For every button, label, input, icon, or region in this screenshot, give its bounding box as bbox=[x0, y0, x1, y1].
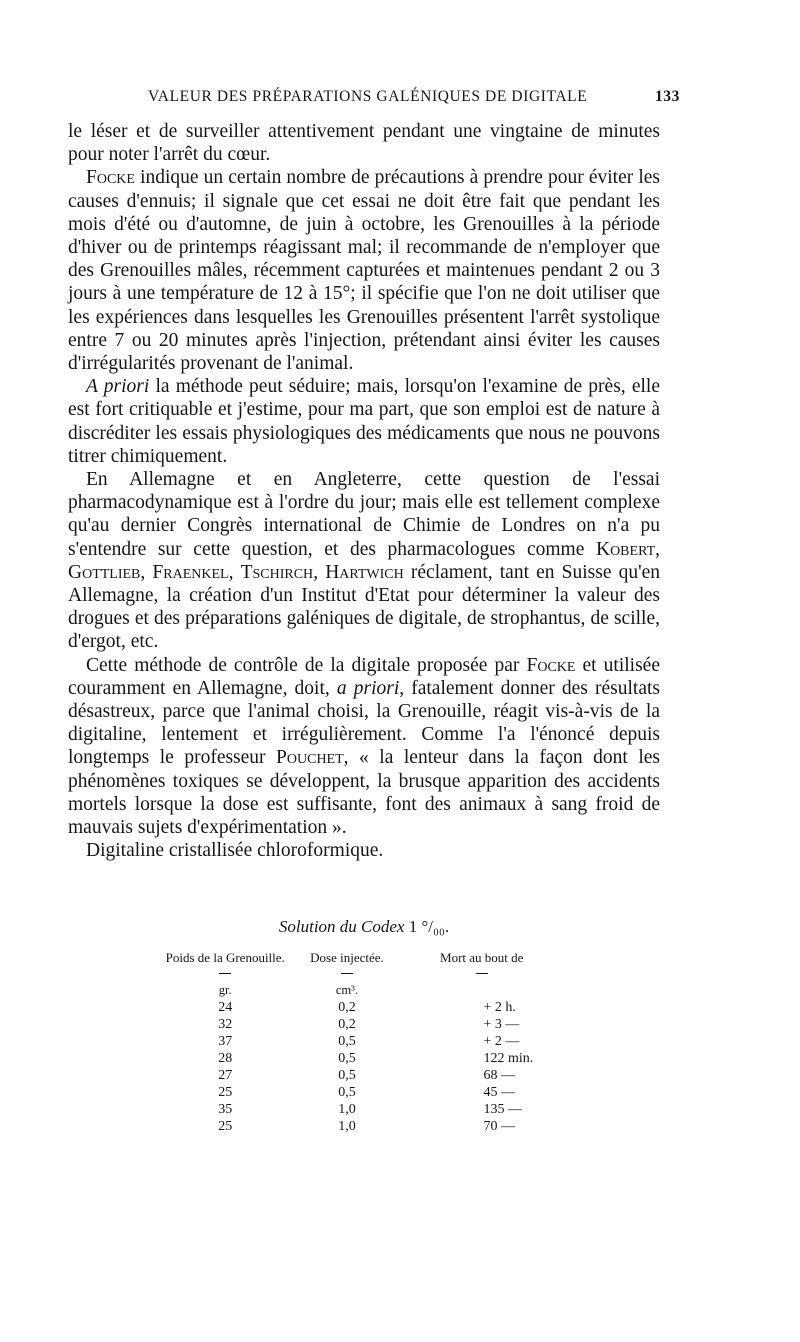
paragraph-5-text-b: et utilisée couramment en Allemagne, doit, bbox=[68, 654, 660, 699]
cell-death: 70 — bbox=[483, 1119, 515, 1134]
cell-death: + 3 — bbox=[483, 1017, 520, 1032]
cell-weight: 24 bbox=[218, 1000, 233, 1015]
cell-dose: 0,2 bbox=[338, 1017, 356, 1032]
separator: , bbox=[313, 561, 326, 583]
cell-dose: 0,5 bbox=[338, 1068, 356, 1083]
separator: , bbox=[228, 561, 241, 583]
cell-dose: 1,0 bbox=[338, 1102, 356, 1117]
unit-death bbox=[393, 982, 570, 999]
table-row bbox=[150, 1067, 570, 1084]
separator: , bbox=[655, 538, 660, 560]
author-name: Kobert bbox=[595, 538, 656, 560]
paragraph-4-text-a: En Allemagne et en Angleterre, cette question de l'essai pharmacodynamique est à l'ordre du jour; mais elle est tellement complexe qu'au dernier Congrès international de Chimie de Londres on n'a pu s'entendre sur cette question, et des pharmacologues comme bbox=[68, 469, 660, 560]
column-header-death: Mort au bout de bbox=[440, 950, 524, 965]
paragraph-6 bbox=[68, 839, 660, 862]
cell-weight: 35 bbox=[218, 1102, 233, 1117]
table-row bbox=[150, 1016, 570, 1033]
author-name: Tschirch bbox=[240, 561, 314, 583]
paragraph-5-text-a: Cette méthode de contrôle de la digitale proposée par bbox=[86, 654, 527, 676]
results-table bbox=[150, 950, 570, 1135]
author-name: Focke bbox=[86, 167, 135, 189]
paragraph-5 bbox=[68, 654, 660, 840]
running-header bbox=[68, 88, 680, 112]
paragraph-3 bbox=[68, 375, 660, 468]
cell-dose: 0,5 bbox=[338, 1034, 356, 1049]
cell-death: + 2 — bbox=[483, 1034, 520, 1049]
table-row bbox=[150, 1050, 570, 1067]
unit-weight: gr. bbox=[218, 983, 232, 997]
cell-death: 68 — bbox=[483, 1068, 515, 1083]
paragraph-2-text: indique un certain nombre de précautions à prendre pour éviter les causes d'ennuis; il signale que cet essai ne doit être fait que pendant les mois d'été ou d'automne, de juin à octobre, les Grenouilles à la période d'hiver ou de printemps réagissant mal; il recommande de n'employer que des Grenouilles mâles, récemment capturées et maintenues pendant 2 ou 3 jours à une température de 12 à 15°; il spécifie que l'on ne doit utiliser que les expériences dans lesquelles les Grenouilles présentent l'arrêt systolique entre 7 ou 20 minutes après l'injection, prétendant ainsi éviter les causes d'irrégularités provenant de l'animal. bbox=[68, 167, 660, 375]
body-text bbox=[68, 120, 660, 863]
separator: , bbox=[140, 561, 153, 583]
cell-dose: 0,5 bbox=[338, 1085, 356, 1100]
italic-phrase: a priori bbox=[336, 677, 400, 699]
author-name: Hartwich bbox=[325, 561, 404, 583]
author-name: Fraenkel bbox=[152, 561, 229, 583]
italic-phrase: A priori bbox=[86, 376, 150, 398]
author-name: Pouchet bbox=[276, 747, 344, 769]
paragraph-4 bbox=[68, 468, 660, 654]
paragraph-5-text-d: , « la lenteur dans la façon dont les phénomènes toxiques se développent, la brusque apparition des accidents mortels lorsque la dose est suffisante, font des animaux à sang froid de mauvais sujets d'expérimentation ». bbox=[68, 747, 660, 839]
header-rule-row bbox=[150, 965, 570, 982]
paragraph-3-text: la méthode peut séduire; mais, lorsqu'on l'examine de près, elle est fort critiquable et j'estime, pour ma part, que son emploi est de nature à discréditer les essais physiologiques des médicaments que nous ne pouvons titrer chimiquement. bbox=[68, 376, 660, 467]
table-row bbox=[150, 1118, 570, 1135]
header-rule bbox=[300, 965, 393, 982]
cell-dose: 0,5 bbox=[338, 1051, 356, 1066]
header-rule bbox=[393, 965, 570, 982]
cell-weight: 25 bbox=[218, 1085, 233, 1100]
table-row bbox=[150, 1033, 570, 1050]
paragraph-4-text-b: réclament, tant en Suisse qu'en Allemagne, la création d'un Institut d'Etat pour déterminer la valeur des drogues et des préparations galéniques de digitale, de strophantus, de scille, d'ergot, etc. bbox=[68, 561, 661, 653]
caption-value: 1 °/₀₀. bbox=[408, 917, 450, 936]
paragraph-1 bbox=[68, 120, 660, 166]
paragraph-2 bbox=[68, 166, 660, 375]
cell-weight: 32 bbox=[218, 1017, 233, 1032]
table-header-row bbox=[150, 950, 570, 965]
cell-weight: 25 bbox=[218, 1119, 233, 1134]
paragraph-1-text: le léser et de surveiller attentivement pendant une vingtaine de minutes pour noter l'arrêt du cœur. bbox=[68, 121, 660, 166]
running-title: VALEUR DES PRÉPARATIONS GALÉNIQUES DE DIGITALE bbox=[148, 88, 588, 105]
cell-death: 135 — bbox=[483, 1102, 522, 1117]
table-row bbox=[150, 1084, 570, 1101]
caption-label: Solution du Codex bbox=[278, 917, 405, 936]
unit-dose: cm³. bbox=[335, 983, 359, 997]
page-number: 133 bbox=[654, 88, 680, 105]
cell-death: 45 — bbox=[483, 1085, 515, 1100]
cell-weight: 37 bbox=[218, 1034, 233, 1049]
paragraph-5-text-c: , fatalement donner des résultats désastreux, parce que l'animal choisi, la Grenouille, réagit vis-à-vis de la digitaline, lentement et irrégulièrement. Comme l'a l'énoncé depuis longtemps le professeur bbox=[68, 677, 660, 769]
cell-weight: 28 bbox=[218, 1051, 233, 1066]
table-row bbox=[150, 999, 570, 1016]
paragraph-6-text: Digitaline cristallisée chloroformique. bbox=[86, 840, 384, 862]
cell-weight: 27 bbox=[218, 1068, 233, 1083]
table-caption bbox=[68, 917, 660, 937]
cell-death: 122 min. bbox=[483, 1051, 534, 1066]
column-header-weight: Poids de la Grenouille. bbox=[165, 950, 285, 965]
cell-dose: 0,2 bbox=[338, 1000, 356, 1015]
column-header-dose: Dose injectée. bbox=[310, 950, 384, 965]
table-row bbox=[150, 1101, 570, 1118]
author-name: Focke bbox=[526, 654, 576, 676]
header-rule bbox=[150, 965, 300, 982]
units-row bbox=[150, 982, 570, 999]
cell-dose: 1,0 bbox=[338, 1119, 356, 1134]
author-name: Gottlieb bbox=[68, 561, 141, 583]
cell-death: + 2 h. bbox=[483, 1000, 516, 1015]
